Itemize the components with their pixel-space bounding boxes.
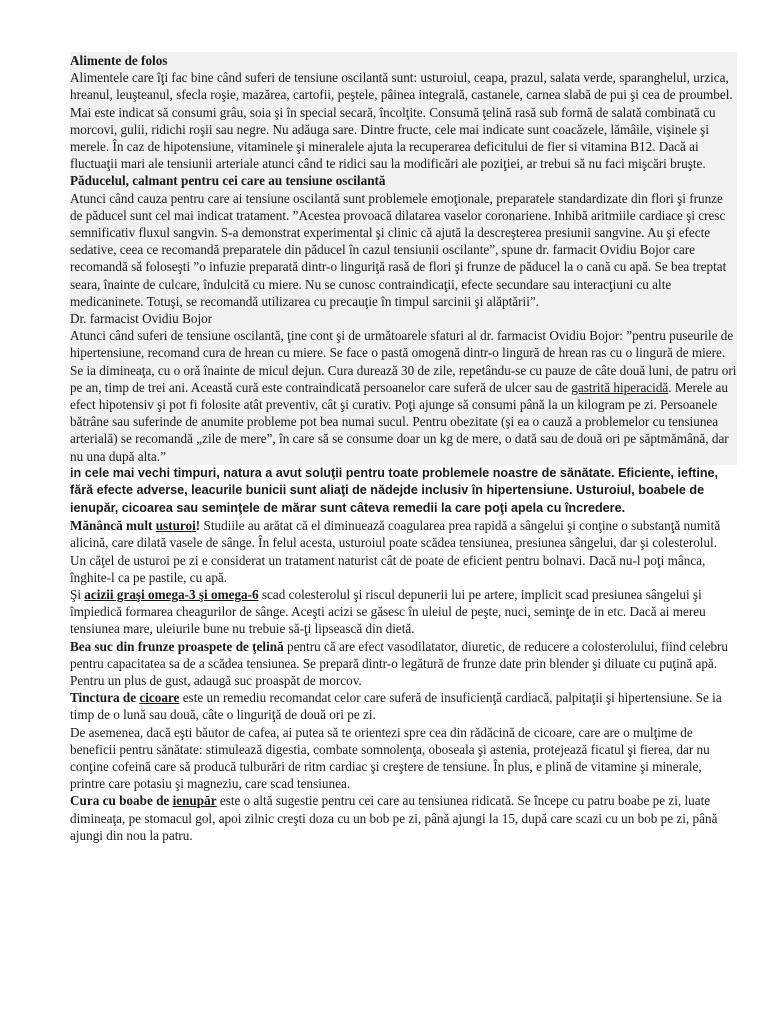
cicoare-body: este un remediu recomandat celor care suferă de insuficienţă cardiacă, palpitaţii şi hipertensiune. Se ia timp de o lună sau două, câte o linguriţă de două ori pe zi.: [70, 690, 722, 723]
omega-lead: Şi: [70, 586, 85, 602]
link-gastrita-hiperacida[interactable]: gastrită hiperacidă: [571, 379, 669, 395]
bojor-text-1: Atunci când suferi de tensiune oscilantă, ţine cont şi de următoarele sfaturi al dr. farmacist Ovidiu Bojor: ”pentru puseurile de hipertensiune, recomand cura de hrean cu miere. Se face o pastă omogenă dintr-o lingură de hrean ras cu o lingură de miere. Se ia dimineaţa, cu o oră înainte de micul dejun. Cura durează 30 de zile, repetându-se cu pauze de câte două luni, de patru ori pe an, timp de trei ani. Această cură este contraindicată persoanelor care suferă de ulcer sau de: [70, 328, 737, 395]
paragraph-usturoi-2: Un căţel de usturoi pe zi e considerat un tratament naturist cât de poate de eficient pentru bolnavi. Dacă nu-l poţi mânca, înghite-l ca pe pastile, cu apă.: [70, 552, 706, 585]
signature-bojor: Dr. farmacist Ovidiu Bojor: [70, 311, 213, 327]
paragraph-bojor: [70, 327, 737, 465]
link-usturoi[interactable]: usturoi: [155, 518, 196, 534]
shaded-article-block: [70, 52, 737, 465]
telina-lead: Bea suc din frunze proaspete de ţelină: [70, 638, 284, 654]
paragraph-cicoare-2: De asemenea, dacă eşti băutor de cafea, ai putea să te orientezi spre cea din rădăcină de cicoare, care are o mulţime de beneficii pentru sănătate: stimulează digestia, combate somnolenţa, oboseala şi astenia, protejează ficatul şi fierea, dar nu conţine cofeină care să producă tulburări de ritm cardiac şi creştere de tensiune. În plus, e plină de vitamine şi minerale, printre care potasiu şi magneziu, care scad tensiunea.: [70, 724, 710, 792]
paragraph-telina: [70, 638, 737, 690]
cicoare-lead: Tinctura de: [70, 690, 140, 706]
heading-paducel: Păducelul, calmant pentru cei care au tensiune oscilantă: [70, 173, 386, 189]
paragraph-cicoare: [70, 689, 737, 723]
paragraph-paducel: Atunci când cauza pentru care ai tensiune oscilantă sunt problemele emoţionale, preparatele standardizate din flori şi frunze de păducel sunt cel mai indicat tratament. ”Acestea provoacă dilatarea vaselor coronariene. Inhibă aritmiile cardiace şi cresc semnificativ fluxul sangvin. S-a demonstrat experimental şi clinic că ajută la descreşterea presiunii sangvine. Au şi efecte sedative, ceea ce recomandă preparatele din păducel în cazul tensiunii oscilante”, spune dr. farmacit Ovidiu Bojor care recomandă să foloseşti ”o infuzie preparată dintr-o linguriţă rasă de flori şi frunze de păducel la o cană cu apă. Se bea treptat seara, înainte de culcare, îndulcită cu miere. Nu se cunosc contraindicaţii, efecte secundare sau interacţiuni cu alte medicaninete. Totuşi, se recomandă utilizarea cu precauţie în timpul sarcinii şi alăptării”.: [70, 190, 727, 309]
usturoi-lead: Mănâncă mult: [70, 518, 156, 534]
paragraph-omega: [70, 586, 737, 638]
usturoi-lead-end: !: [195, 518, 201, 534]
bojor-text-2: . Merele au efect hipotensiv şi pot fi folosite atât preventiv, cât şi curativ. Poţi ajunge să consumi până la un kilogram pe zi. Persoanele bătrâne sau suferinde de anumite probleme pot bea numai sucul. Pentru obezitate (şi ea o cauză a problemelor cu tensiunea arterială) se recomandă „zile de mere”, în care să se consume doar un kg de mere, o dată sau de două ori pe săptmămână, dar nu una după alta.”: [70, 379, 729, 464]
paragraph-usturoi: [70, 517, 737, 551]
paragraph-ienupar: [70, 792, 737, 844]
usturoi-body: Studiile au arătat că el diminuează coagularea prea rapidă a sângelui şi conţine o substanţă numită alicină, care dilată vasele de sânge. În felul acesta, usturoiul poate scădea tensiunea, presiunea sângelui, dar şi colesterolul.: [70, 518, 721, 551]
ienupar-lead: Cura cu boabe de: [70, 793, 173, 809]
link-cicoare[interactable]: cicoare: [139, 690, 180, 706]
omega-body: scad colesterolul şi riscul depunerii lui pe artere, implicit scad presiunea sângelui şi împiedică formarea cheagurilor de sânge. Aceşti acizi se găsesc în uleiul de peşte, nuci, seminţe de in etc. Dacă ai mereu tensiunea mare, uleiurile bune nu trebuie să-ţi lipsească din dietă.: [70, 586, 706, 637]
document-page: [70, 52, 737, 844]
paragraph-alimente: Alimentele care îţi fac bine când suferi de tensiune oscilantă sunt: usturoiul, ceapa, prazul, salata verde, sparanghelul, urzica, hreanul, leuşteanul, sfecla roşie, mazărea, cartofii, peştele, pâinea integrală, castanele, carnea slabă de pui şi cea de proumbel. Mai este indicat să consumi grâu, soia şi în special secară, încolţite. Consumă ţelină rasă sub formă de salată combinată cu morcovi, gulii, ridichi roşii sau negre. Nu adăuga sare. Dintre fructe, cele mai indicate sunt coacăzele, lămâile, vişinele şi merele. În caz de hipotensiune, vitaminele şi mineralele ajuta la recuperarea deficitului de fier si vitamina B12. Dacă ai fluctuaţii mari ale tensiunii arteriale atunci când te ridici sau la modificări ale poziţiei, ar trebui să nu faci mişcări bruşte.: [70, 70, 733, 172]
intro-bold-paragraph: in cele mai vechi timpuri, natura a avut soluţii pentru toate problemele noastre de sănătate. Eficiente, ieftine, fără efecte adverse, leacurile bunicii sunt aliaţi de nădejde inclusiv în hipertensiune. Usturoiul, boabele de ienupăr, cicoarea sau seminţele de mărar sunt câteva remedii la care poţi apela cu încredere.: [70, 465, 719, 515]
link-acizi-grasi-omega[interactable]: acizii graşi omega-3 şi omega-6: [84, 586, 259, 602]
ienupar-body: este o altă sugestie pentru cei care au tensiunea ridicată. Se începe cu patru boabe pe zi, luate dimineaţa, pe stomacul gol, apoi zilnic creşti doza cu un bob pe zi, până ajungi la 15, după care scazi cu un bob pe zi, până ajungi din nou la patru.: [70, 793, 718, 843]
link-ienupar[interactable]: ienupăr: [172, 793, 217, 809]
telina-body: pentru că are efect vasodilatator, diuretic, de reducere a colosterolului, fiind celebru pentru capacitatea sa de a scădea tensiunea. Se prepară dintr-o legătură de frunze date prin blender şi diluate cu puţină apă. Pentru un plus de gust, adaugă suc proaspăt de morcov.: [70, 638, 729, 688]
heading-alimente: Alimente de folos: [70, 53, 168, 68]
